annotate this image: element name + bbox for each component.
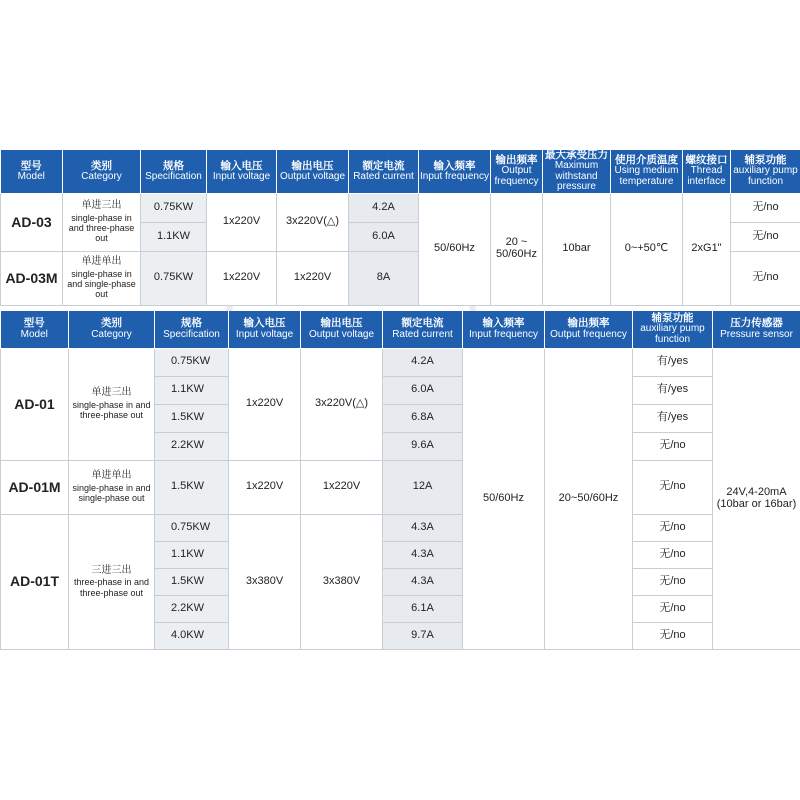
current-cell: 4.2A <box>383 348 463 376</box>
aux-cell: 无/no <box>633 432 713 460</box>
input-voltage-cell: 1x220V <box>229 348 301 460</box>
header-input-frequency: 输入频率 Input frequency <box>463 311 545 348</box>
current-cell: 12A <box>383 460 463 514</box>
table-row <box>1 348 800 376</box>
header-output-frequency: 输出频率 Output frequency <box>491 150 543 193</box>
aux-cell: 无/no <box>633 514 713 541</box>
category-cell: 单进单出 single-phase in and single-phase out <box>69 460 155 514</box>
header-model: 型号 Model <box>1 311 69 348</box>
header-output-voltage: 输出电压 Output voltage <box>277 150 349 193</box>
input-voltage-cell: 1x220V <box>207 193 277 251</box>
output-voltage-cell: 3x380V <box>301 514 383 649</box>
aux-cell: 无/no <box>633 568 713 595</box>
category-cell: 三进三出 three-phase in and three-phase out <box>69 514 155 649</box>
header-rated-current: 额定电流 Rated current <box>349 150 419 193</box>
header-aux-pump: 辅泵功能 auxiliary pump function <box>633 311 713 348</box>
spec-cell: 1.1KW <box>155 376 229 404</box>
model-cell: AD-01 <box>1 348 69 460</box>
current-cell: 4.3A <box>383 568 463 595</box>
input-voltage-cell: 1x220V <box>207 251 277 305</box>
header-output-voltage: 输出电压 Output voltage <box>301 311 383 348</box>
header-input-voltage: 输入电压 Input voltage <box>207 150 277 193</box>
table1-header-row <box>1 150 800 193</box>
header-output-frequency: 输出频率 Output frequency <box>545 311 633 348</box>
table-row <box>1 514 800 541</box>
header-aux-pump: 辅泵功能 auxiliary pump function <box>731 150 800 193</box>
table-row <box>1 460 800 514</box>
spec-cell: 2.2KW <box>155 595 229 622</box>
model-cell: AD-01T <box>1 514 69 649</box>
model-cell: AD-01M <box>1 460 69 514</box>
aux-cell: 无/no <box>633 541 713 568</box>
input-frequency-cell: 50/60Hz <box>463 348 545 649</box>
header-rated-current: 额定电流 Rated current <box>383 311 463 348</box>
spec-table-ad03 <box>0 150 800 306</box>
input-frequency-cell: 50/60Hz <box>419 193 491 305</box>
output-voltage-cell: 3x220V(△) <box>277 193 349 251</box>
model-cell: AD-03M <box>1 251 63 305</box>
output-voltage-cell: 1x220V <box>301 460 383 514</box>
temperature-cell: 0~+50℃ <box>611 193 683 305</box>
header-specification: 规格 Specification <box>141 150 207 193</box>
aux-cell: 无/no <box>633 622 713 649</box>
aux-cell: 无/no <box>633 460 713 514</box>
spec-cell: 1.1KW <box>141 222 207 251</box>
pressure-sensor-cell: 24V,4-20mA (10bar or 16bar) <box>713 348 800 649</box>
current-cell: 9.6A <box>383 432 463 460</box>
spec-table-ad01 <box>0 311 800 650</box>
category-cell: 单进单出 single-phase in and single-phase out <box>63 251 141 305</box>
aux-cell: 有/yes <box>633 404 713 432</box>
spec-cell: 2.2KW <box>155 432 229 460</box>
header-thread-interface: 螺纹接口 Thread interface <box>683 150 731 193</box>
model-cell: AD-03 <box>1 193 63 251</box>
header-input-frequency: 输入频率 Input frequency <box>419 150 491 193</box>
header-category: 类别 Category <box>63 150 141 193</box>
input-voltage-cell: 3x380V <box>229 514 301 649</box>
spec-cell: 1.5KW <box>155 404 229 432</box>
aux-cell: 有/yes <box>633 376 713 404</box>
table-row <box>1 193 800 222</box>
input-voltage-cell: 1x220V <box>229 460 301 514</box>
header-max-pressure: 最大承受压力 Maximum withstand pressure <box>543 150 611 193</box>
output-voltage-cell: 1x220V <box>277 251 349 305</box>
spec-cell: 4.0KW <box>155 622 229 649</box>
header-model: 型号 Model <box>1 150 63 193</box>
header-input-voltage: 输入电压 Input voltage <box>229 311 301 348</box>
spec-cell: 0.75KW <box>141 251 207 305</box>
aux-cell: 有/yes <box>633 348 713 376</box>
aux-cell: 无/no <box>731 251 800 305</box>
spec-cell: 1.5KW <box>155 568 229 595</box>
output-frequency-cell: 20~50/60Hz <box>545 348 633 649</box>
aux-cell: 无/no <box>731 193 800 222</box>
thread-cell: 2xG1" <box>683 193 731 305</box>
current-cell: 6.1A <box>383 595 463 622</box>
current-cell: 9.7A <box>383 622 463 649</box>
header-pressure-sensor: 压力传感器 Pressure sensor <box>713 311 800 348</box>
pressure-cell: 10bar <box>543 193 611 305</box>
current-cell: 6.8A <box>383 404 463 432</box>
header-medium-temperature: 使用介质温度 Using medium temperature <box>611 150 683 193</box>
current-cell: 6.0A <box>349 222 419 251</box>
current-cell: 4.2A <box>349 193 419 222</box>
current-cell: 6.0A <box>383 376 463 404</box>
aux-cell: 无/no <box>731 222 800 251</box>
spec-cell: 0.75KW <box>155 348 229 376</box>
output-voltage-cell: 3x220V(△) <box>301 348 383 460</box>
category-cell: 单进三出 single-phase in and three-phase out <box>63 193 141 251</box>
category-cell: 单进三出 single-phase in and three-phase out <box>69 348 155 460</box>
current-cell: 4.3A <box>383 514 463 541</box>
header-specification: 规格 Specification <box>155 311 229 348</box>
spec-cell: 0.75KW <box>141 193 207 222</box>
spec-cell: 0.75KW <box>155 514 229 541</box>
header-category: 类别 Category <box>69 311 155 348</box>
aux-cell: 无/no <box>633 595 713 622</box>
output-frequency-cell: 20 ~ 50/60Hz <box>491 193 543 305</box>
table2-header-row <box>1 311 800 348</box>
current-cell: 4.3A <box>383 541 463 568</box>
spec-cell: 1.5KW <box>155 460 229 514</box>
current-cell: 8A <box>349 251 419 305</box>
spec-cell: 1.1KW <box>155 541 229 568</box>
